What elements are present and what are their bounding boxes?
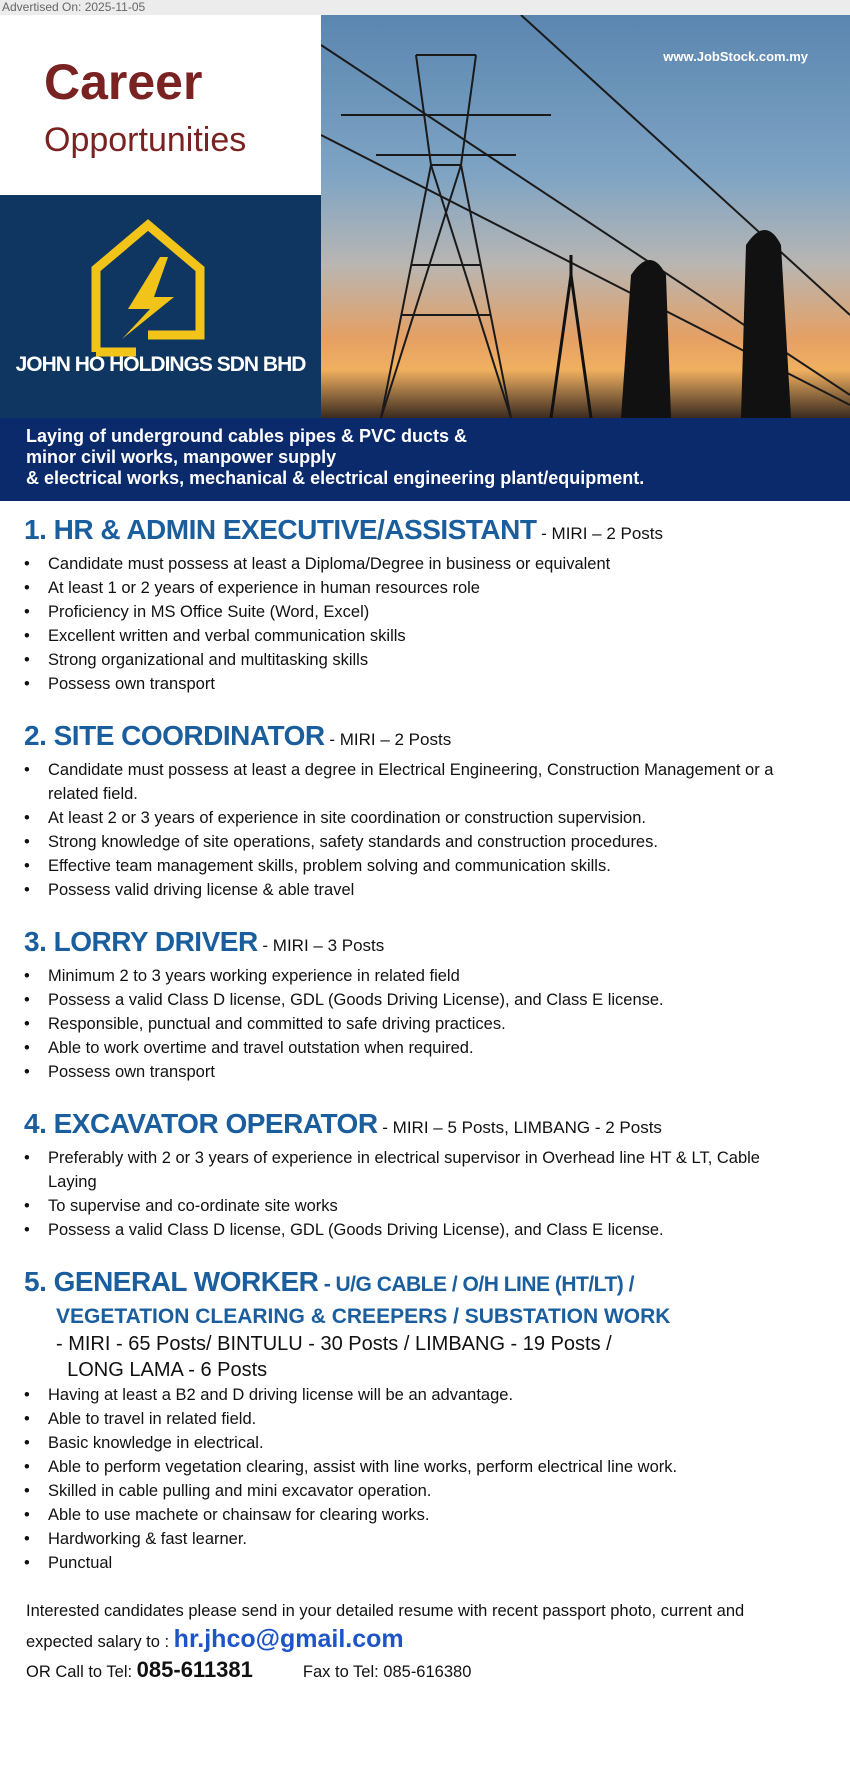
list-item: • Possess own transport bbox=[0, 1060, 850, 1084]
list-item: • At least 1 or 2 years of experience in human resources role bbox=[0, 576, 850, 600]
job-section bbox=[0, 1264, 850, 1575]
list-item: • Strong knowledge of site operations, safety standards and construction procedures. bbox=[0, 830, 850, 854]
list-item: • Punctual bbox=[0, 1551, 850, 1575]
fax-number: Fax to Tel: 085-616380 bbox=[302, 1663, 472, 1681]
requirements-list bbox=[0, 552, 850, 696]
job-section bbox=[0, 718, 850, 902]
list-item: • At least 2 or 3 years of experience in site coordination or construction supervision. bbox=[0, 806, 850, 830]
website-watermark: www.JobStock.com.my bbox=[663, 49, 808, 64]
job-section bbox=[0, 1106, 850, 1242]
company-name: JOHN HO HOLDINGS SDN BHD bbox=[15, 353, 306, 376]
description-line: & electrical works, mechanical & electrical engineering plant/equipment. bbox=[26, 468, 645, 488]
list-item: • Having at least a B2 and D driving license will be an advantage. bbox=[0, 1383, 850, 1407]
list-item: • Basic knowledge in electrical. bbox=[0, 1431, 850, 1455]
job-listings bbox=[0, 512, 850, 1686]
job-subtitle: VEGETATION CLEARING & CREEPERS / SUBSTATION WORK bbox=[56, 1305, 671, 1328]
list-item: • Able to work overtime and travel outstation when required. bbox=[0, 1036, 850, 1060]
job-title: 5. GENERAL WORKER - U/G CABLE / O/H LINE (HT/LT) / bbox=[24, 1266, 634, 1297]
list-item: • Minimum 2 to 3 years working experience in related field bbox=[0, 964, 850, 988]
list-item: • Skilled in cable pulling and mini excavator operation. bbox=[0, 1479, 850, 1503]
opportunities-title: Opportunities bbox=[44, 121, 247, 159]
list-item: • Hardworking & fast learner. bbox=[0, 1527, 850, 1551]
list-item: • Effective team management skills, problem solving and communication skills. bbox=[0, 854, 850, 878]
description-line: minor civil works, manpower supply bbox=[26, 447, 337, 467]
call-label: OR Call to Tel: bbox=[26, 1663, 137, 1681]
apply-text: Interested candidates please send in your detailed resume with recent passport photo, current and bbox=[26, 1602, 745, 1620]
hero-photo bbox=[321, 15, 850, 418]
list-item: • Proficiency in MS Office Suite (Word, Excel) bbox=[0, 600, 850, 624]
list-item: • Possess valid driving license & able travel bbox=[0, 878, 850, 902]
job-title: 4. EXCAVATOR OPERATOR - MIRI – 5 Posts, LIMBANG - 2 Posts bbox=[24, 1108, 662, 1139]
list-item: • Possess a valid Class D license, GDL (Goods Driving License), and Class E license. bbox=[0, 1218, 850, 1242]
requirements-list bbox=[0, 964, 850, 1084]
list-item: • Able to travel in related field. bbox=[0, 1407, 850, 1431]
email-link[interactable]: hr.jhco@gmail.com bbox=[173, 1625, 404, 1653]
list-item: • Excellent written and verbal communication skills bbox=[0, 624, 850, 648]
job-title: 3. LORRY DRIVER - MIRI – 3 Posts bbox=[24, 926, 385, 957]
description-line: Laying of underground cables pipes & PVC ducts & bbox=[26, 426, 468, 446]
company-block bbox=[0, 195, 321, 418]
advertised-date: Advertised On: 2025-11-05 bbox=[0, 0, 850, 15]
job-title: 1. HR & ADMIN EXECUTIVE/ASSISTANT - MIRI – 2 Posts bbox=[24, 514, 664, 545]
list-item: • Preferably with 2 or 3 years of experience in electrical supervisor in Overhead line HT & LT, Cable Laying bbox=[0, 1146, 850, 1194]
career-block bbox=[0, 15, 321, 195]
job-locations: LONG LAMA - 6 Posts bbox=[56, 1359, 268, 1381]
list-item: • Able to perform vegetation clearing, assist with line works, perform electrical line work. bbox=[0, 1455, 850, 1479]
list-item: • Able to use machete or chainsaw for clearing works. bbox=[0, 1503, 850, 1527]
list-item: • Strong organizational and multitasking skills bbox=[0, 648, 850, 672]
career-title: Career bbox=[44, 54, 203, 110]
requirements-list bbox=[0, 1146, 850, 1242]
job-section bbox=[0, 512, 850, 696]
job-section bbox=[0, 924, 850, 1084]
list-item: • Candidate must possess at least a degree in Electrical Engineering, Construction Management or a related field. bbox=[0, 758, 850, 806]
company-description bbox=[0, 418, 850, 501]
job-locations: - MIRI - 65 Posts/ BINTULU - 30 Posts / LIMBANG - 19 Posts / bbox=[56, 1333, 612, 1355]
requirements-list bbox=[0, 1383, 850, 1575]
list-item: • Possess a valid Class D license, GDL (Goods Driving License), and Class E license. bbox=[0, 988, 850, 1012]
phone-number[interactable]: 085-611381 bbox=[136, 1657, 253, 1682]
company-logo-icon bbox=[88, 217, 208, 357]
list-item: • To supervise and co-ordinate site works bbox=[0, 1194, 850, 1218]
list-item: • Candidate must possess at least a Diploma/Degree in business or equivalent bbox=[0, 552, 850, 576]
list-item: • Possess own transport bbox=[0, 672, 850, 696]
power-tower-illustration bbox=[321, 15, 850, 418]
list-item: • Responsible, punctual and committed to safe driving practices. bbox=[0, 1012, 850, 1036]
apply-text: expected salary to : bbox=[26, 1633, 174, 1651]
job-title: 2. SITE COORDINATOR - MIRI – 2 Posts bbox=[24, 720, 452, 751]
application-info bbox=[0, 1597, 850, 1686]
requirements-list bbox=[0, 758, 850, 902]
